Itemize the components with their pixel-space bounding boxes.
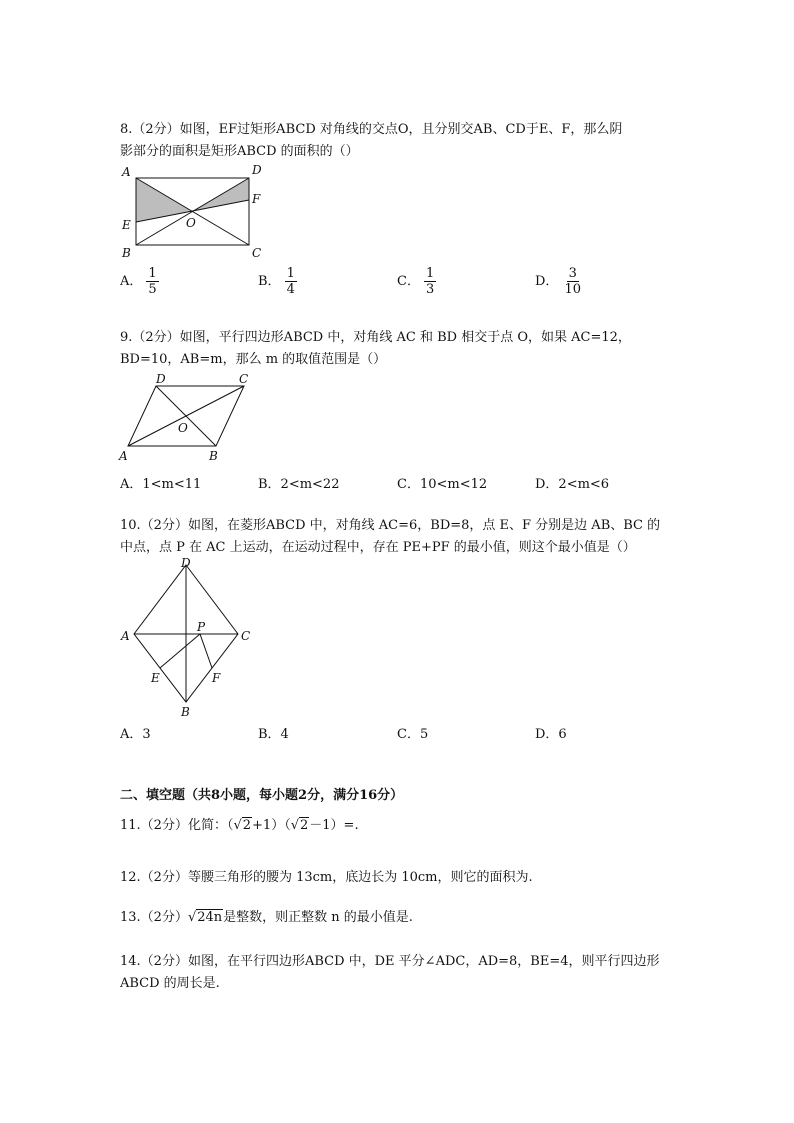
q10-label-d: D (181, 556, 191, 570)
q10-label-e: E (151, 671, 160, 685)
q11-text: 11.（2分）化简：（√2+1）（√2－1）=. (120, 818, 359, 833)
q8-text-line2: 影部分的面积是矩形ABCD 的面积的（） (120, 144, 359, 159)
q8-label-d: D (252, 163, 262, 177)
q10-label-c: C (241, 629, 251, 643)
q8-option-d[interactable]: D． $\frac{3}{10}$ (535, 266, 581, 297)
q8-label-o: O (186, 216, 196, 230)
q10-segment-pe (160, 634, 200, 668)
q13-text: 13.（2分）√24n是整数，则正整数 n 的最小值是. (120, 910, 413, 925)
q11-sqrt-2: √2 (290, 818, 309, 833)
q14-text-line2: ABCD 的周长是. (120, 976, 220, 991)
q12-text: 12.（2分）等腰三角形的腰为 13cm，底边长为 10cm，则它的面积为. (120, 870, 533, 885)
q13-sqrt: √24n (187, 910, 223, 925)
q9-label-d: D (156, 372, 166, 386)
q9-text-line2: BD=10，AB=m，那么 m 的取值范围是（） (120, 352, 387, 367)
q8-label-a: A (122, 165, 131, 179)
q9-option-a[interactable]: A．1<m<11 (120, 477, 202, 492)
q10-segment-pf (200, 634, 212, 668)
q8-option-b[interactable]: B． $\frac{1}{4}$ (258, 266, 295, 297)
q10-figure (116, 556, 262, 720)
q8-figure (112, 160, 272, 262)
q8-shaded-left (136, 178, 192, 222)
q8-label-c: C (252, 246, 262, 260)
q10-option-b[interactable]: B．4 (258, 727, 289, 742)
q11-sqrt-1: √2 (233, 818, 252, 833)
q8-label-f: F (252, 192, 261, 206)
q10-text-line2: 中点，点 P 在 AC 上运动，在运动过程中，存在 PE+PF 的最小值，则这个最小值是（） (120, 540, 636, 555)
q8-option-a[interactable]: A． $\frac{1}{5}$ (120, 266, 157, 297)
q9-option-d[interactable]: D．2<m<6 (535, 477, 610, 492)
q9-figure (114, 370, 264, 464)
q9-diagonal-bd (156, 386, 216, 446)
q10-label-p: P (197, 620, 206, 634)
q9-label-b: B (209, 449, 218, 463)
q10-label-f: F (212, 671, 221, 685)
q9-option-c[interactable]: C．10<m<12 (397, 477, 488, 492)
q10-label-a: A (121, 629, 130, 643)
q10-option-a[interactable]: A．3 (120, 727, 151, 742)
q9-option-b[interactable]: B．2<m<22 (258, 477, 340, 492)
q8-label-e: E (122, 218, 131, 232)
q10-option-c[interactable]: C．5 (397, 727, 429, 742)
q10-label-b: B (181, 705, 190, 719)
q8-option-c[interactable]: C． $\frac{1}{3}$ (397, 266, 435, 297)
q9-label-o: O (178, 421, 188, 435)
section-heading: 二、填空题（共8小题，每小题2分，满分16分） (120, 788, 404, 803)
q8-label-b: B (122, 246, 131, 260)
q9-text-line1: 9.（2分）如图，平行四边形ABCD 中，对角线 AC 和 BD 相交于点 O，如果 AC=12， (120, 330, 631, 345)
q10-option-d[interactable]: D．6 (535, 727, 567, 742)
q14-text-line1: 14.（2分）如图，在平行四边形ABCD 中，DE 平分∠ADC，AD=8，BE=4，则平行四边形 (120, 954, 660, 969)
q8-text-line1: 8.（2分）如图，EF过矩形ABCD 对角线的交点O，且分别交AB、CD于E、F，那么阴 (120, 122, 623, 137)
q9-label-a: A (119, 449, 128, 463)
q9-label-c: C (239, 372, 249, 386)
q10-text-line1: 10.（2分）如图，在菱形ABCD 中，对角线 AC=6，BD=8，点 E、F 分别是边 AB、BC 的 (120, 518, 661, 533)
